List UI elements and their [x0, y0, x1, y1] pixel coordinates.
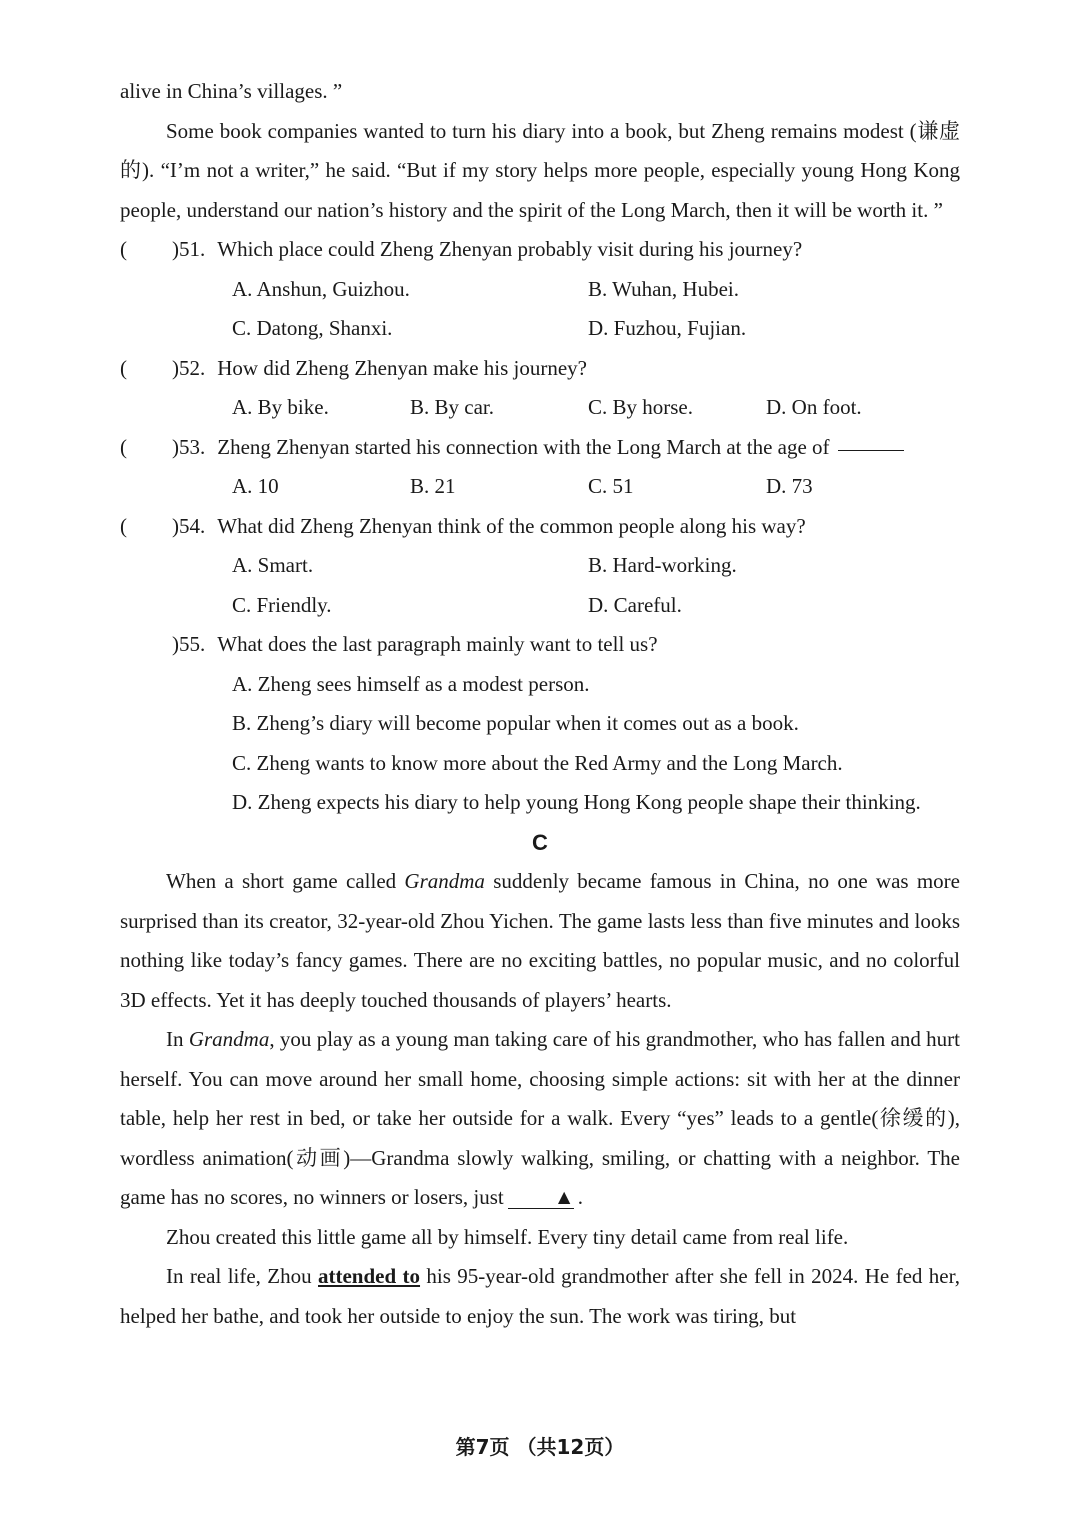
option-a: A. Zheng sees himself as a modest person.: [232, 671, 590, 696]
option-d: D. 73: [766, 474, 813, 498]
answer-paren-open: [120, 625, 172, 665]
option-b: B. Hard-working.: [588, 553, 737, 577]
option-d: D. Careful.: [588, 592, 682, 617]
question-number: 53.: [179, 434, 206, 459]
option-c: C. Zheng wants to know more about the Red Army and the Long March.: [232, 750, 843, 775]
question-53: [120, 428, 960, 468]
triangle-blank: ▲: [508, 1186, 574, 1209]
option-c: C. By horse.: [588, 395, 693, 419]
answer-paren-close: ): [172, 434, 179, 459]
page-footer: 第7页 （共12页）: [455, 1435, 625, 1459]
question-text: What does the last paragraph mainly want to tell us?: [217, 632, 658, 656]
option-d: D. On foot.: [766, 395, 862, 419]
question-52: [120, 349, 960, 389]
answer-paren-open: (: [120, 237, 127, 261]
option-c: C. 51: [588, 474, 634, 498]
option-b: B. 21: [410, 474, 456, 498]
passage-c-paragraph-2: [120, 1020, 960, 1218]
text-run: In real life, Zhou: [166, 1264, 318, 1288]
question-54: [120, 507, 960, 547]
passage-c-paragraph-4: [120, 1257, 960, 1336]
passage-b-last-paragraph: Some book companies wanted to turn his diary into a book, but Zheng remains modest (谦虚的). “I’m not a writer,” he said. “But if my story helps more people, especially young Hong Kong people, understand our nation’s history and the spirit of the Long March, then it will be worth it. ”: [120, 118, 960, 222]
text-run: In: [166, 1027, 189, 1051]
question-text: How did Zheng Zhenyan make his journey?: [217, 355, 587, 380]
option-b: B. Wuhan, Hubei.: [588, 276, 739, 301]
options-52: [120, 388, 960, 428]
answer-paren-close: ): [172, 632, 179, 656]
option-a: A. 10: [232, 474, 279, 498]
option-c: C. Friendly.: [232, 592, 332, 617]
question-number: 52.: [179, 355, 206, 380]
answer-paren-close: ): [172, 237, 179, 261]
text-run: suddenly became famous in China, no one was more surprised than its creator, 32-year-old Zhou Yichen. The game lasts less than five minutes and looks nothing like today’s fancy games. There are no exciting battles, no popular music, and no colorful 3D effects. Yet it has deeply touched thousands of players’ hearts.: [120, 869, 960, 1012]
options-54-row2: [120, 586, 960, 626]
answer-paren-open: (: [120, 513, 127, 538]
options-51-row2: [120, 309, 960, 349]
option-d: D. Fuzhou, Fujian.: [588, 316, 747, 340]
question-text: Which place could Zheng Zhenyan probably visit during his journey?: [217, 237, 803, 261]
option-b: B. By car.: [410, 395, 494, 419]
option-a: A. Anshun, Guizhou.: [232, 276, 410, 301]
answer-paren-open: (: [120, 355, 127, 380]
passage-c-paragraph-1: [120, 862, 960, 1020]
answer-paren-open: (: [120, 434, 127, 459]
question-number: 54.: [179, 513, 206, 538]
game-title: Grandma: [188, 1027, 270, 1051]
answer-blank-line: [838, 428, 904, 451]
text-run: , you play as a young man taking care of his grandmother, who has fallen and hurt herself. You can move around her small home, choosing simple actions: sit with her at the dinner table, help her rest in bed, or take her outside for a walk. Every “yes” leads to a gentle(徐缓的), wordless animation(动画)—Grandma slowly walking, smiling, or chatting with a neighbor. The game has no scores, no winners or losers, just: [120, 1027, 960, 1209]
text-run: his 95-year-old grandmother after she fell in 2024. He fed her, helped her bathe, and took her outside to enjoy the sun. The work was tiring, but: [120, 1264, 960, 1328]
question-text: What did Zheng Zhenyan think of the common people along his way?: [217, 513, 806, 538]
question-text: Zheng Zhenyan started his connection with the Long March at the age of: [217, 434, 830, 459]
options-54-row1: [120, 546, 960, 586]
answer-paren-close: ): [172, 355, 179, 380]
option-a: A. By bike.: [232, 395, 329, 419]
text-run: When a short game called: [166, 869, 405, 893]
option-c: C. Datong, Shanxi.: [232, 316, 393, 340]
options-53: [120, 467, 960, 507]
options-51-row1: [120, 270, 960, 310]
answer-paren-close: ): [172, 513, 179, 538]
text-run: .: [577, 1185, 584, 1209]
game-title: Grandma: [404, 869, 485, 893]
question-51: [120, 230, 960, 270]
option-d: D. Zheng expects his diary to help young Hong Kong people shape their thinking.: [232, 790, 921, 814]
question-number: 51.: [179, 237, 206, 261]
option-b: B. Zheng’s diary will become popular when it comes out as a book.: [232, 711, 799, 735]
option-a: A. Smart.: [232, 553, 314, 577]
section-heading-c: C: [532, 829, 548, 855]
question-55: [120, 625, 960, 665]
passage-c-paragraph-3: Zhou created this little game all by himself. Every tiny detail came from real life.: [166, 1224, 849, 1249]
underlined-phrase: attended to: [318, 1264, 421, 1288]
passage-b-end: alive in China’s villages. ”: [120, 79, 343, 103]
question-number: 55.: [179, 632, 206, 656]
